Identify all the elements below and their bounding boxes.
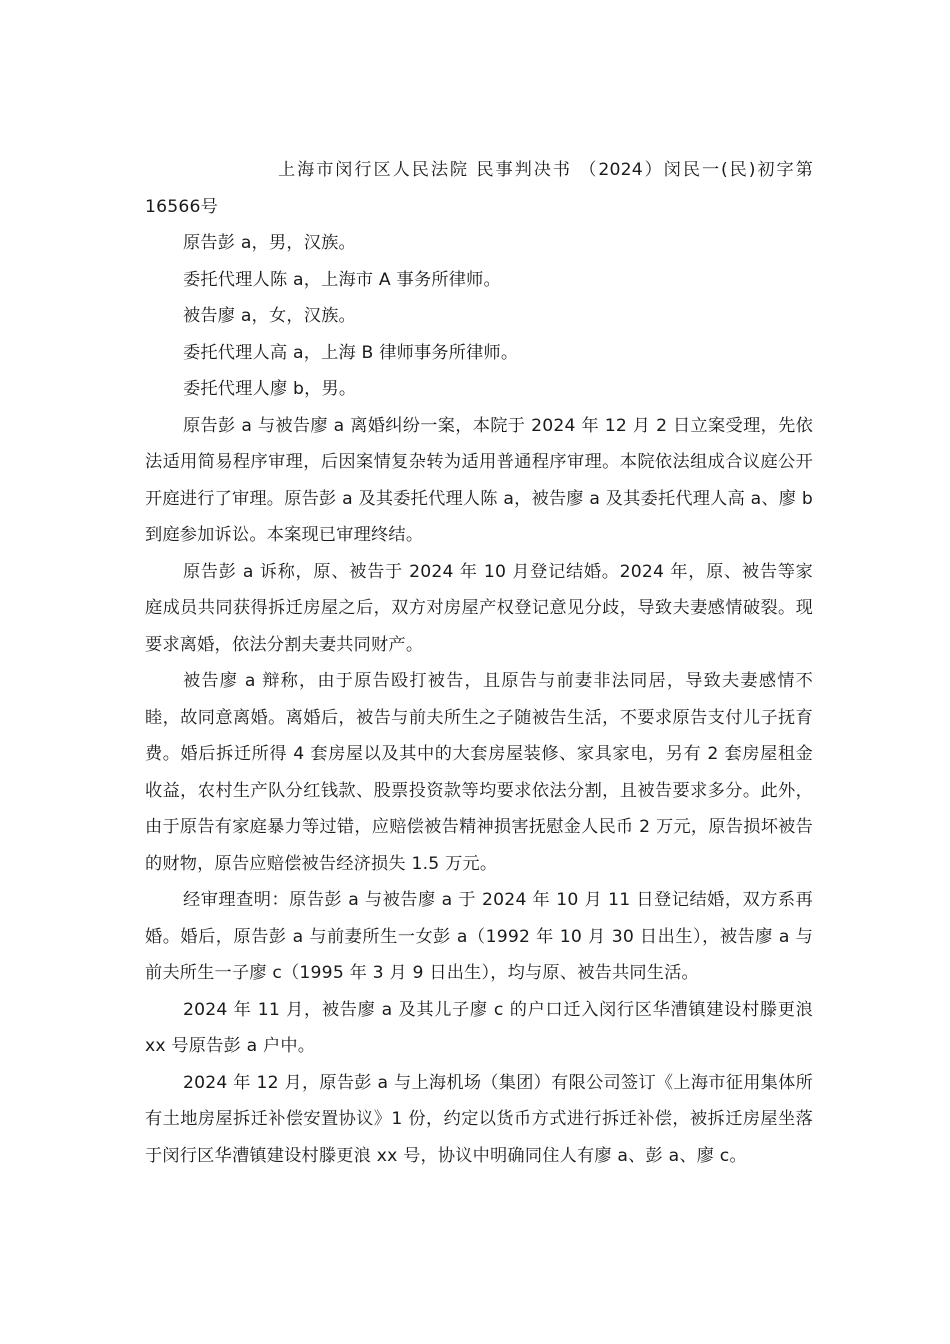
plaintiff-line: 原告彭 a，男，汉族。 — [183, 233, 356, 253]
defendant-defense-paragraph: 被告廖 a 辩称，由于原告殴打被告，且原告与前妻非法同居，导致夫妻感情不睦，故同意离婚。离婚后，被告与前夫所生之子随被告生活，不要求原告支付儿子抚育费。婚后拆迁所得 4 套房屋以及其中的大套房屋装修、家具家电，另有 2 套房屋租金收益，农村生产队分红钱款、股票投资款等均要求依法分割，且被告要求多分。此外，由于原告有家庭暴力等过错，应赔偿被告精神损害抚慰金人民币 2 万元，原告损坏被告的财物，原告应赔偿被告经济损失 1.5 万元。 — [145, 671, 813, 874]
judgment-body — [145, 152, 813, 1174]
defendant-agent-line-1: 委托代理人高 a，上海 B 律师事务所律师。 — [183, 342, 519, 363]
defendant-line: 被告廖 a，女，汉族。 — [183, 306, 356, 326]
case-summary-paragraph: 原告彭 a 与被告廖 a 离婚纠纷一案，本院于 2024 年 12 月 2 日立案受理，先依法适用简易程序审理，后因案情复杂转为适用普通程序审理。本院依法组成合议庭公开开庭进行了审理。原告彭 a 及其委托代理人陈 a，被告廖 a 及其委托代理人高 a、廖 b 到庭参加诉讼。本案现已审理终结。 — [145, 415, 813, 545]
defendant-agent-line-2: 委托代理人廖 b，男。 — [183, 379, 357, 399]
plaintiff-agent-line: 委托代理人陈 a，上海市 A 事务所律师。 — [183, 269, 501, 290]
plaintiff-claim-paragraph: 原告彭 a 诉称，原、被告于 2024 年 10 月登记结婚。2024 年，原、被告等家庭成员共同获得拆迁房屋之后，双方对房屋产权登记意见分歧，导致夫妻感情破裂。现要求离婚，依法分割夫妻共同财产。 — [145, 561, 813, 655]
findings-paragraph: 经审理查明：原告彭 a 与被告廖 a 于 2024 年 10 月 11 日登记结婚，双方系再婚。婚后，原告彭 a 与前妻所生一女彭 a（1992 年 10 月 30 日出生），被告廖 a 与前夫所生一子廖 c（1995 年 3 月 9 日出生），均与原、被告共同生活。 — [145, 890, 813, 983]
judgment-heading: 上海市闵行区人民法院 民事判决书 （2024）闵民一(民)初字第16566号 — [145, 160, 813, 217]
relocation-agreement-paragraph: 2024 年 12 月，原告彭 a 与上海机场（集团）有限公司签订《上海市征用集体所有土地房屋拆迁补偿安置协议》1 份，约定以货币方式进行拆迁补偿，被拆迁房屋坐落于闵行区华漕镇建设村滕更浪 xx 号，协议中明确同住人有廖 a、彭 a、廖 c。 — [145, 1072, 813, 1166]
household-registration-paragraph: 2024 年 11 月，被告廖 a 及其儿子廖 c 的户口迁入闵行区华漕镇建设村滕更浪 xx 号原告彭 a 户中。 — [145, 999, 813, 1056]
